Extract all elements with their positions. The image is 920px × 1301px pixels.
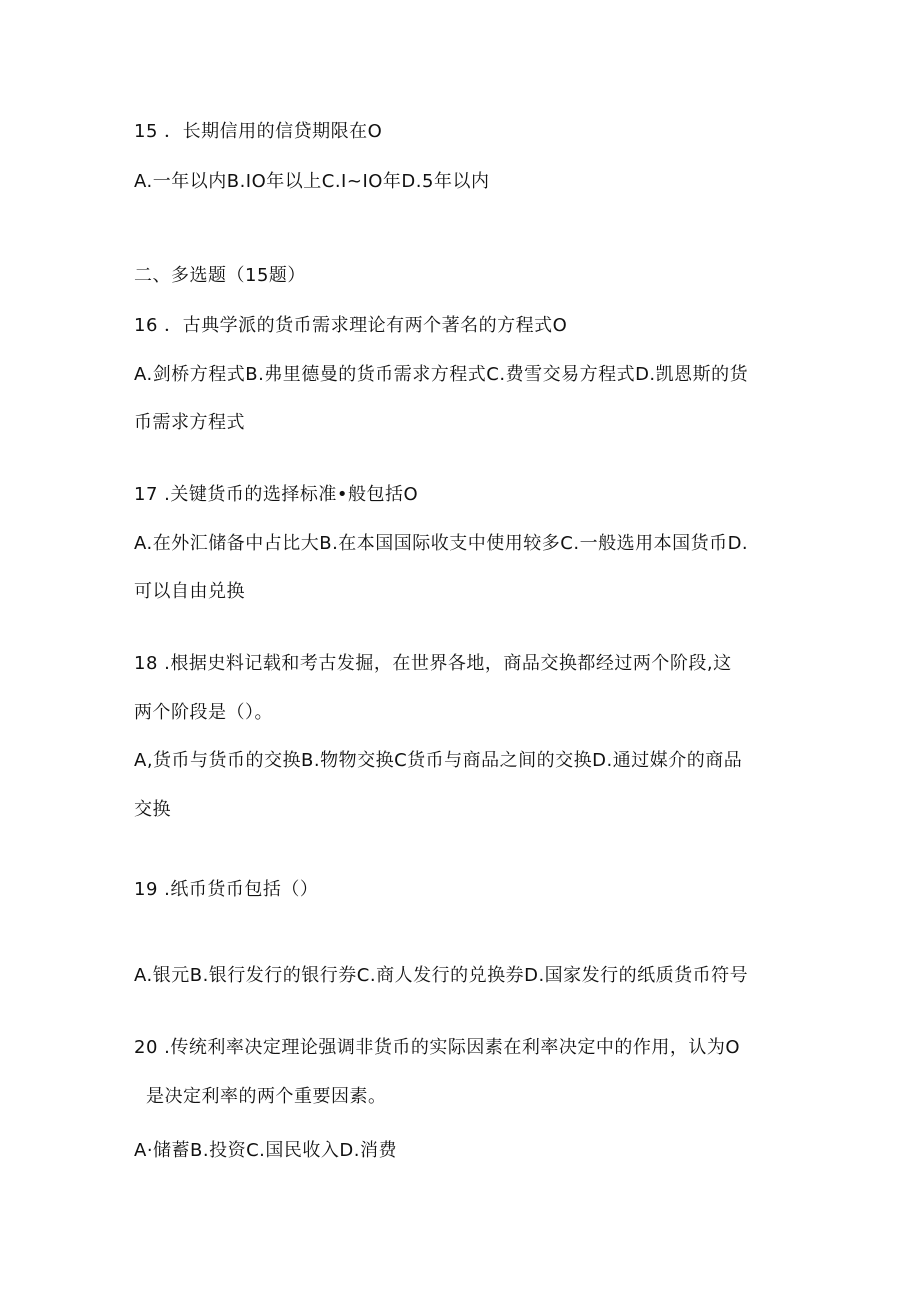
question-18-cont: 两个阶段是（）。 <box>134 702 273 723</box>
question-18-options: A,货币与货币的交换B.物物交换C货币与商品之间的交换D.通过媒介的商品 <box>134 750 743 771</box>
question-17-options-cont: 可以自由兑换 <box>134 581 245 602</box>
question-17: 17 .关键货币的选择标准•般包括O <box>134 484 419 505</box>
question-20: 20 .传统利率决定理论强调非货币的实际因素在利率决定中的作用，认为O <box>134 1037 741 1058</box>
question-18-options-cont: 交换 <box>134 799 171 820</box>
question-15: 15 ．长期信用的信贷期限在O <box>134 121 383 142</box>
question-16-options: A.剑桥方程式B.弗里德曼的货币需求方程式C.费雪交易方程式D.凯恩斯的货 <box>134 364 749 385</box>
question-20-options: A·储蓄B.投资C.国民收入D.消费 <box>134 1140 397 1161</box>
question-19: 19 .纸币货币包括（） <box>134 879 319 900</box>
question-16-options-cont: 币需求方程式 <box>134 412 245 433</box>
question-18: 18 .根据史料记载和考古发掘，在世界各地，商品交换都经过两个阶段,这 <box>134 653 732 674</box>
question-16: 16 ．古典学派的货币需求理论有两个著名的方程式O <box>134 315 568 336</box>
question-15-options: A.一年以内B.IO年以上C.I~IO年D.5年以内 <box>134 171 490 192</box>
question-20-cont: 是决定利率的两个重要因素。 <box>146 1086 387 1107</box>
section-heading: 二、多选题（15题） <box>134 265 306 286</box>
question-17-options: A.在外汇储备中占比大B.在本国国际收支中使用较多C.一般选用本国货币D. <box>134 533 749 554</box>
question-19-options: A.银元B.银行发行的银行券C.商人发行的兑换券D.国家发行的纸质货币符号 <box>134 965 749 986</box>
